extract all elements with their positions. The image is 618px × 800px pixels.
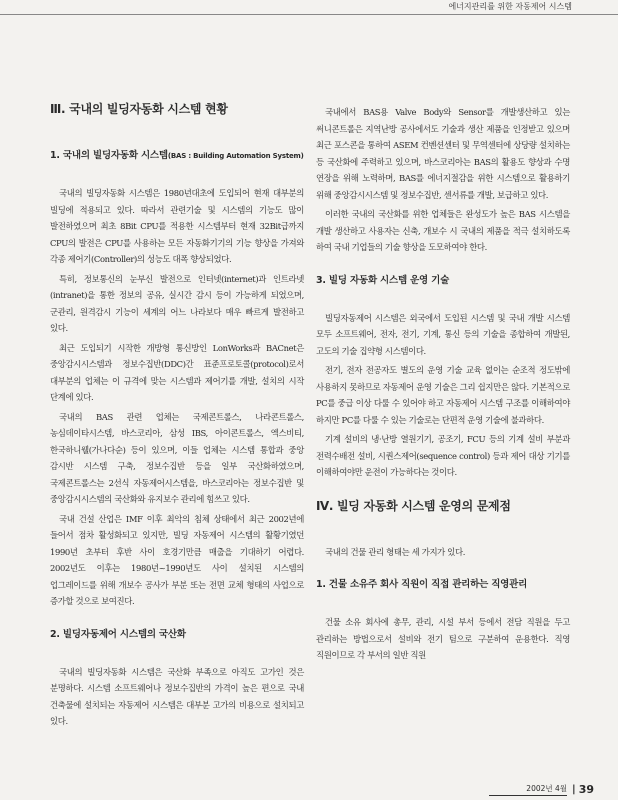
paragraph: 최근 도입되기 시작한 개방형 통신방인 LonWorks과 BACnet은 중앙감시시스템과 정보수집반(DDC)간 표준프로토콜(protocol)로서 대부분의 업체는 이 규격에 맞는 시스템과 제어기를 개발, 설치의 시작 단계에 있다. [50,342,304,402]
paragraph: 국내 건설 산업은 IMF 이후 최악의 침체 상태에서 최근 2002년에 들어서 점차 활성화되고 있지만, 빌딩 자동제어 시스템의 활황기였던 1990년 초부터 후반 사이 호경기만큼 매출을 기대하기 어렵다. 2002년도 이후는 1980년~1990년도 사이 설치된 시스템의 업그레이드를 위해 개보수 공사가 부분 또는 전면 교체 형태의 사업으로 증가할 것으로 보여진다. [50,513,304,606]
left-column [50,100,304,733]
running-header [0,0,618,15]
paragraph: 특히, 정보통신의 눈부신 발전으로 인터넷(internet)과 인트라넷(intranet)을 통한 정보의 공유, 실시간 감시 등이 가능하게 되었으며, 군관리, 원격감시 기능이 세계의 어느 나라보다 매우 빠르게 발전하고 있다. [50,273,304,333]
footer-date: 2002년 4월 [489,783,567,796]
section-3-3-title: 3. 빌딩 자동화 시스템 운영 기술 [316,274,450,286]
paragraph: 국내의 BAS 관련 업체는 국제콘트롤스, 나라콘트롤스, 농심데이타시스템, 바스코리아, 삼성 IBS, 아이콘트롤스, 엑스비티, 한국하니웰(가나다순) 등이 있으며, 이들 업체는 시스템 통합과 중앙 감시반 시스템 구축, 정보수집반 등을 일부 국산화하였으며, 국제콘트롤스는 2선식 자동제어시스템을, 바스코리아는 정보수집반 및 중앙감시시스템의 국산화와 유지보수 관리에 힘쓰고 있다. [50,411,304,504]
footer-separator: | [572,784,576,795]
paragraph: 이러한 국내의 국산화를 위한 업체들은 완성도가 높은 BAS 시스템을 개발 생산하고 사용자는 신축, 개보수 시 국내의 제품을 적극 설치하도록 하여 국내 기업들의 기술 향상을 도모하여야 한다. [316,209,570,252]
chapter-4-title: Ⅳ. 빌딩 자동화 시스템 운영의 문제점 [316,498,511,513]
section-3-1-subtitle: (BAS : Building Automation System) [167,152,304,160]
section-3-1-title [50,147,304,161]
paragraph: 국내의 빌딩자동화 시스템은 국산화 부족으로 아직도 고가인 것은 분명하다. 시스템 소프트웨어나 정보수집반의 가격이 높은 편으로 국내 건축물에 설치되는 자동제어 시스템은 대부분 고가의 비용으로 설치되고 있다. [50,666,304,726]
paragraph: 빌딩자동제어 시스템은 외국에서 도입된 시스템 및 국내 개발 시스템 모두 소프트웨어, 전자, 전기, 기계, 통신 등의 기술을 종합하여 개발된, 고도의 기술 집약형 시스템이다. [316,312,570,356]
section-3-2-title: 2. 빌딩자동제어 시스템의 국산화 [50,628,186,640]
paragraph: 국내의 건물 관리 형태는 세 가지가 있다. [325,546,466,557]
paragraph: 전기, 전자 전공자도 별도의 운영 기술 교육 없이는 순조적 정도밖에 사용하지 못하므로 자동제어 운영 기술은 그리 쉽지만은 않다. 기본적으로 PC를 중급 이상 다룰 수 있어야 하고 자동제어 시스템 구조를 이해하여야 하지만 PC를 다룰 수 있는 기술로는 단편적 운영 기술에 불과하다. [316,365,570,425]
section-3-1-title-text: 1. 국내의 빌딩자동화 시스템 [50,150,168,161]
section-4-1-title: 1. 건물 소유주 회사 직원이 직접 관리하는 직영관리 [316,579,528,590]
paragraph: 기계 설비의 냉·난방 열원기기, 공조기, FCU 등의 기계 설비 부분과 전력수배전 설비, 시퀀스제어(sequence control) 등과 제어 대상 기기를 이해하여야만 운전이 가능하다는 것이다. [316,434,570,477]
header-title: 에너지관리를 위한 자동제어 시스템 [448,2,572,11]
page-footer [489,783,594,796]
paragraph: 국내에서 BAS용 Valve Body와 Sensor를 개발생산하고 있는 써니콘트롤은 지역난방 공사에서도 기술과 생산 제품을 인정받고 있으며 최근 포스콘을 통하여 ASEM 컨벤션센터 및 무역센터에 상당량 설치하는 등 국산화에 주력하고 있으며, 바스코리아는 BAS의 활용도 향상과 수명 연장을 위해 노력하며, BAS를 에너지절감을 위한 시스템으로 활용하기 위해 중앙감시시스템 및 정보수집반, 센서류를 개발, 보급하고 있다. [316,107,570,200]
right-column [316,104,570,667]
chapter-3-title: Ⅲ. 국내의 빌딩자동화 시스템 현황 [50,102,228,116]
paragraph: 건물 소유 회사에 총무, 관리, 시설 부서 등에서 전담 직원을 두고 관리하는 방법으로서 설비와 전기 팀으로 구분하여 운용한다. 직영 직원이므로 각 부서의 일반 직원 [316,617,570,660]
page-number: 39 [578,783,594,796]
paragraph: 국내의 빌딩자동화 시스템은 1980년대초에 도입되어 현재 대부분의 빌딩에 적용되고 있다. 따라서 관련기술 및 시스템의 기능도 많이 발전하였으며 최초 8Bit CPU를 적용한 시스템부터 현재 32Bit급까지 CPU의 발전은 CPU를 사용하는 모든 자동화기기의 기능 향상을 가져와 각종 제어기(Controller)의 성능도 대폭 향상되었다. [50,188,304,264]
